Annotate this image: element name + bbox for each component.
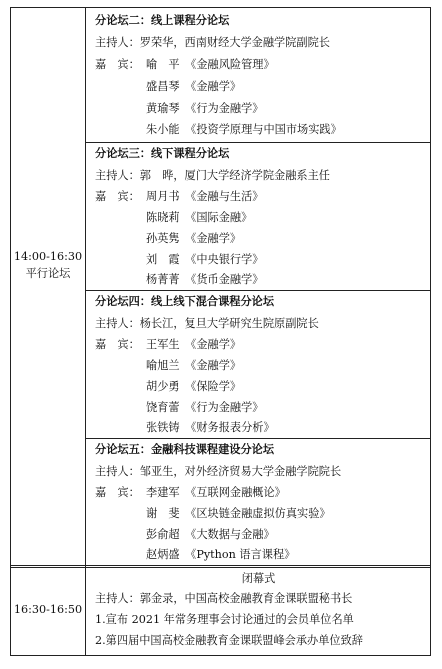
guest-entry: 杨菁菁 《货币金融学》: [146, 273, 264, 286]
guest-entry: 赵炳盛 《Python 语言课程》: [146, 548, 296, 561]
guest-entry: 王军生 《金融学》: [146, 338, 242, 351]
guest-entry: 陈晓莉 《国际金融》: [146, 211, 253, 224]
guest-entry: 周月书 《金融与生活》: [146, 190, 264, 203]
guests-label: 嘉 宾：: [95, 486, 140, 499]
section-divider: [11, 565, 430, 568]
closing-title: 闭幕式: [241, 572, 276, 585]
guest-entry: 刘 霞 《中央银行学》: [146, 253, 264, 266]
guest-entry: 饶育蕾 《行为金融学》: [146, 401, 264, 414]
guest-entry: 朱小能 《投资学原理与中国市场实践》: [146, 123, 342, 136]
forum-title: 分论坛四：线上线下混合课程分论坛: [95, 295, 275, 308]
guest-entry: 喻旭兰 《金融学》: [146, 359, 242, 372]
guest-entry: 喻 平 《金融风险管理》: [146, 58, 275, 71]
forum-title: 分论坛二：线上课程分论坛: [95, 14, 230, 27]
closing-item: 2.第四届中国高校金融教育金课联盟峰会承办单位致辞: [95, 634, 363, 647]
closing-host: 主持人：郭金录，中国高校金融教育金课联盟秘书长: [95, 592, 353, 605]
guest-entry: 张铁铸 《财务报表分析》: [146, 421, 275, 434]
guest-entry: 孙英隽 《金融学》: [146, 232, 242, 245]
guest-entry: 谢 斐 《区块链金融虚拟仿真实验》: [146, 507, 331, 520]
closing-item: 1.宣布 2021 年常务理事会讨论通过的会员单位名单: [95, 613, 354, 626]
time-text: 14:00-16:30: [13, 250, 83, 263]
guest-entry: 李建军 《互联网金融概论》: [146, 486, 286, 499]
guest-entry: 黄瑜琴 《行为金融学》: [146, 102, 264, 115]
forum-host: 主持人：杨长江，复旦大学研究生院原副院长: [95, 317, 319, 330]
guest-entry: 彭俞超 《大数据与金融》: [146, 528, 275, 541]
time-cell-parallel: [11, 248, 85, 283]
forum-host: 主持人：郭 晔，厦门大学经济学院金融系主任: [95, 169, 330, 182]
forum-divider: [85, 142, 430, 143]
session-label: 平行论坛: [25, 267, 71, 281]
guests-label: 嘉 宾：: [95, 338, 140, 351]
time-text: 16:30-16:50: [13, 603, 83, 616]
column-divider: [85, 8, 86, 655]
guests-label: 嘉 宾：: [95, 58, 140, 71]
forum-title: 分论坛三：线下课程分论坛: [95, 147, 230, 160]
guest-entry: 胡少勇 《保险学》: [146, 380, 242, 393]
forum-host: 主持人：邹亚生，对外经济贸易大学金融学院院长: [95, 465, 342, 478]
schedule-table: [10, 7, 431, 656]
forum-divider: [85, 438, 430, 439]
time-cell-closing: [11, 601, 85, 618]
forum-divider: [85, 290, 430, 291]
forum-host: 主持人：罗荣华，西南财经大学金融学院副院长: [95, 36, 330, 49]
forum-title: 分论坛五：金融科技课程建设分论坛: [95, 443, 275, 456]
guest-entry: 盛昌琴 《金融学》: [146, 80, 242, 93]
guests-label: 嘉 宾：: [95, 190, 140, 203]
